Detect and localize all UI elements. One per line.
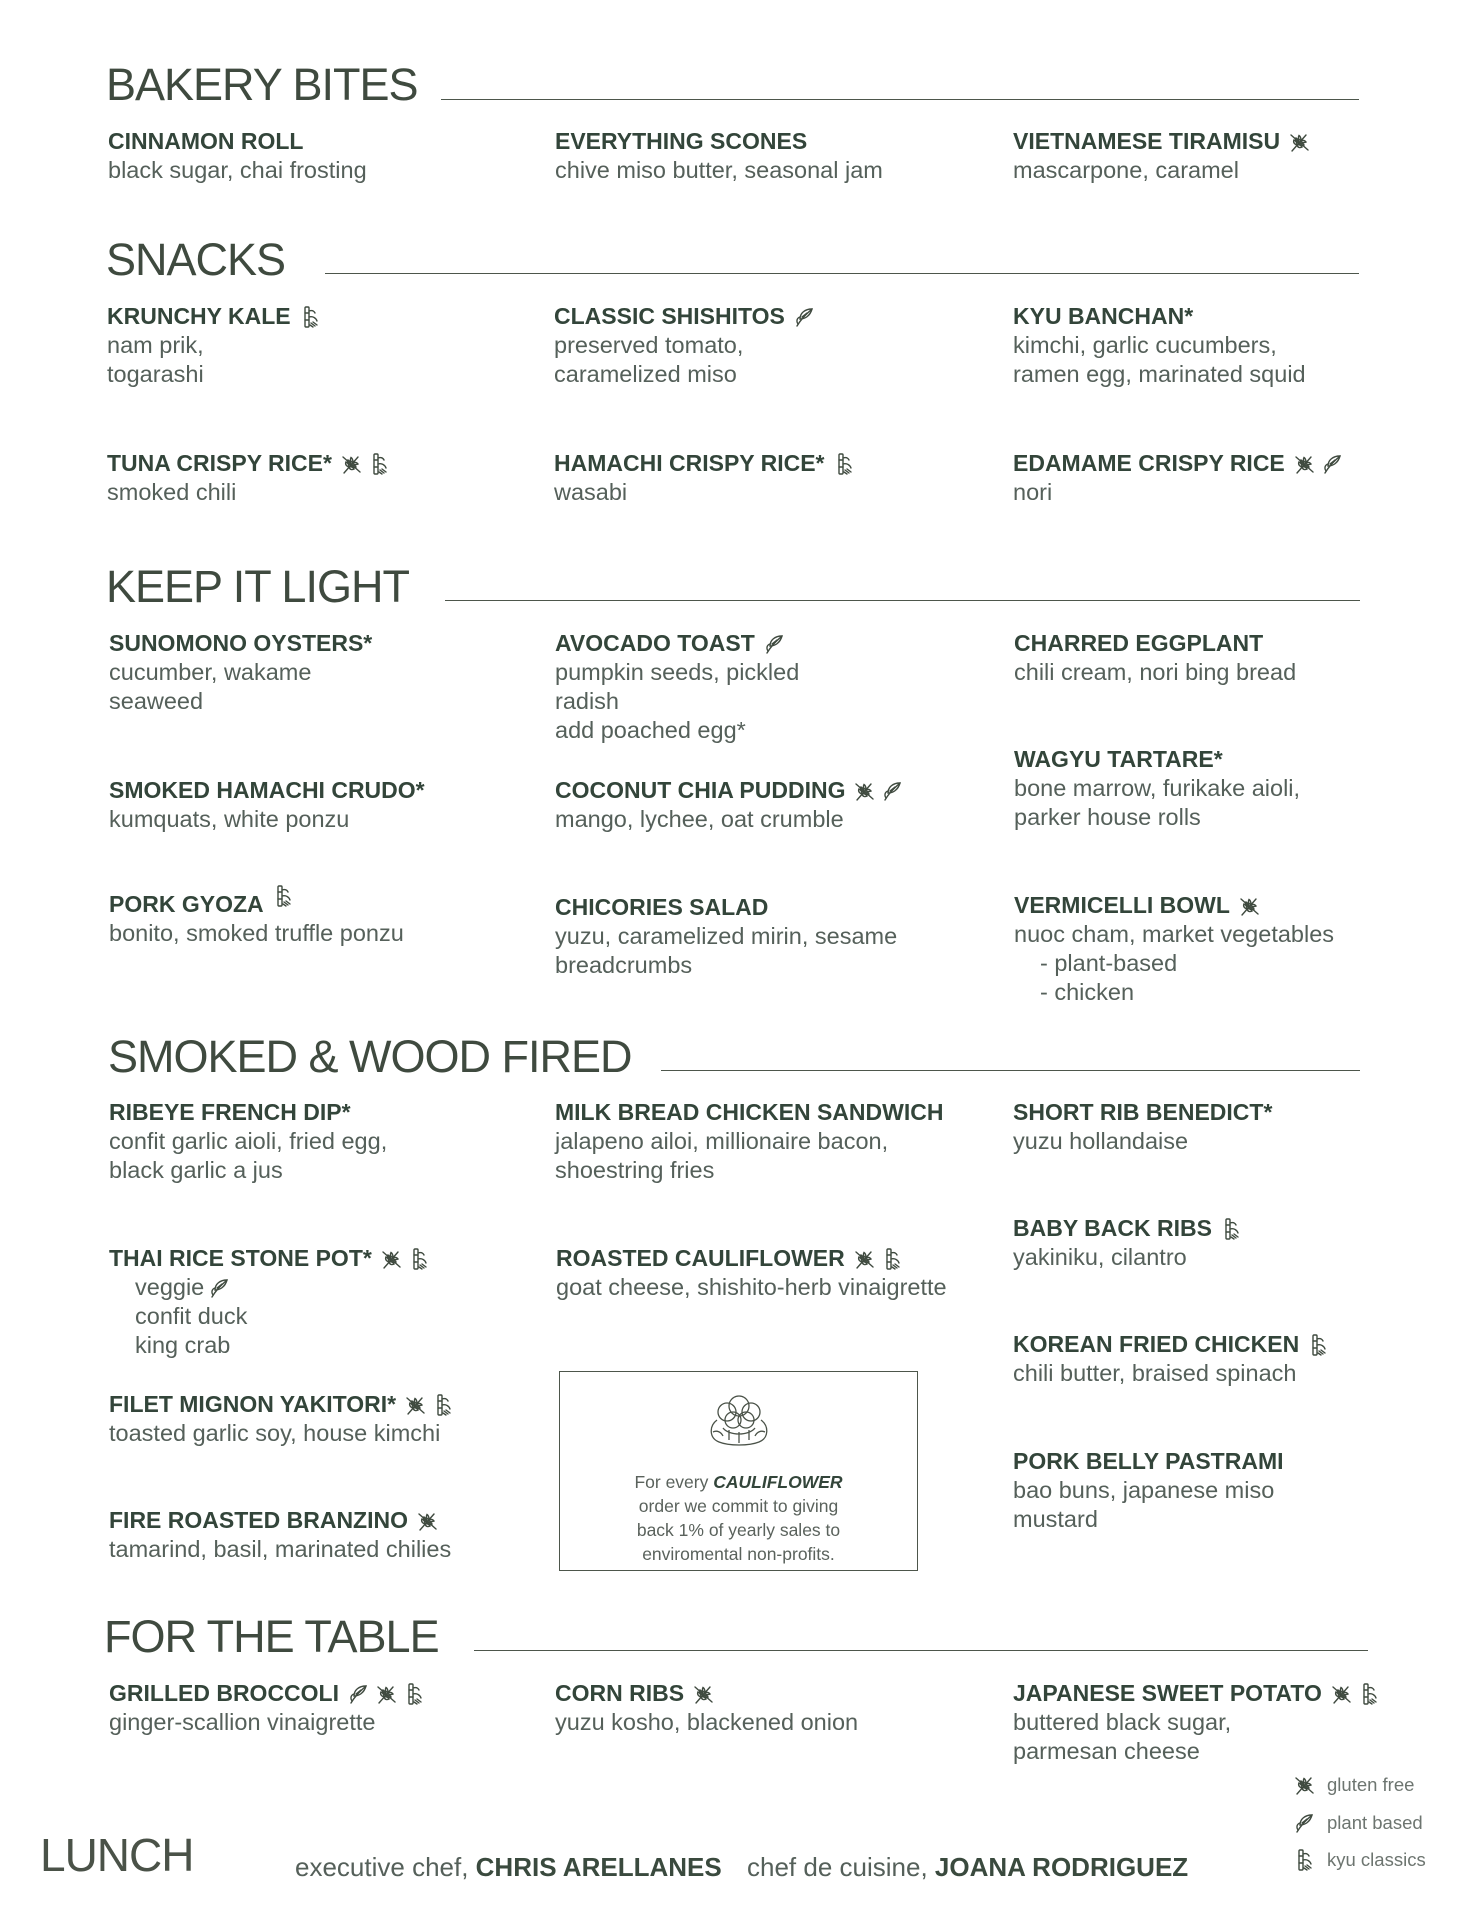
- item-desc: yakiniku, cilantro: [1013, 1244, 1187, 1270]
- chef-de-cuisine: chef de cuisine, JOANA RODRIGUEZ: [747, 1852, 1189, 1882]
- section-rule: [445, 600, 1360, 601]
- cauliflower-icon: [698, 1386, 780, 1450]
- menu-item: [109, 1390, 529, 1448]
- item-name: ROASTED CAULIFLOWER: [556, 1245, 845, 1271]
- item-desc: bone marrow, furikake aioli, parker house rolls: [1014, 775, 1301, 830]
- item-desc: wasabi: [554, 479, 628, 505]
- item-name: KOREAN FRIED CHICKEN: [1013, 1331, 1300, 1357]
- item-name: CLASSIC SHISHITOS: [554, 303, 785, 329]
- item-name: COCONUT CHIA PUDDING: [555, 777, 846, 803]
- kyu-classic-icon: [1293, 1848, 1317, 1872]
- plant-based-icon: [1321, 452, 1345, 476]
- item-name: PORK BELLY PASTRAMI: [1013, 1448, 1284, 1474]
- kyu-classic-icon: [1358, 1682, 1382, 1706]
- item-desc: goat cheese, shishito-herb vinaigrette: [556, 1274, 947, 1300]
- plant-based-icon: [793, 305, 817, 329]
- item-desc: chive miso butter, seasonal jam: [555, 157, 883, 183]
- kyu-classic-icon: [432, 1393, 456, 1417]
- item-name: RIBEYE FRENCH DIP*: [109, 1099, 351, 1125]
- executive-chef: executive chef, CHRIS ARELLANES: [295, 1852, 722, 1882]
- item-name: EVERYTHING SCONES: [555, 128, 808, 154]
- menu-item: [1013, 1447, 1433, 1534]
- plant-based-icon: [347, 1682, 371, 1706]
- gluten-free-icon: [375, 1682, 399, 1706]
- item-desc: black sugar, chai frosting: [108, 157, 367, 183]
- menu-item: [554, 449, 974, 507]
- item-option: - plant-based: [1040, 950, 1178, 976]
- menu-item: [1013, 1330, 1433, 1388]
- kyu-classic-icon: [299, 305, 323, 329]
- kyu-classic-icon: [1220, 1217, 1244, 1241]
- item-desc: tamarind, basil, marinated chilies: [109, 1536, 452, 1562]
- kyu-classic-icon: [881, 1247, 905, 1271]
- menu-item: [109, 1679, 529, 1737]
- menu-item: [1014, 629, 1434, 687]
- plant-based-icon: [881, 779, 905, 803]
- item-desc: kimchi, garlic cucumbers, ramen egg, marinated squid: [1013, 332, 1306, 387]
- gluten-free-icon: [1293, 1773, 1317, 1797]
- menu-item: [1013, 127, 1433, 185]
- promo-text: For every CAULIFLOWER order we commit to giving back 1% of yearly sales to enviromental non-profits.: [634, 1472, 843, 1564]
- menu-item: [1013, 449, 1433, 507]
- legend-kyu-classics: kyu classics: [1293, 1848, 1426, 1872]
- menu-item: [109, 629, 529, 716]
- gluten-free-icon: [340, 452, 364, 476]
- item-desc: mango, lychee, oat crumble: [555, 806, 844, 832]
- plant-based-icon: [763, 632, 787, 656]
- item-name: EDAMAME CRISPY RICE: [1013, 450, 1285, 476]
- menu-item: [554, 302, 974, 389]
- section-title-table: FOR THE TABLE: [104, 1611, 439, 1662]
- item-name: KRUNCHY KALE: [107, 303, 291, 329]
- item-desc: buttered black sugar, parmesan cheese: [1013, 1709, 1232, 1764]
- gluten-free-icon: [1330, 1682, 1354, 1706]
- menu-item: [556, 1244, 976, 1302]
- gluten-free-icon: [416, 1509, 440, 1533]
- gluten-free-icon: [380, 1247, 404, 1271]
- item-name: TUNA CRISPY RICE*: [107, 450, 332, 476]
- gluten-free-icon: [853, 779, 877, 803]
- menu-item: [1013, 1098, 1433, 1156]
- section-title-smoked: SMOKED & WOOD FIRED: [108, 1031, 632, 1082]
- item-name: MILK BREAD CHICKEN SANDWICH: [555, 1099, 944, 1125]
- item-name: SHORT RIB BENEDICT*: [1013, 1099, 1273, 1125]
- menu-item: [107, 302, 527, 389]
- menu-item: [107, 449, 527, 507]
- plant-based-icon: [208, 1276, 232, 1300]
- item-name: VIETNAMESE TIRAMISU: [1013, 128, 1281, 154]
- item-name: CHARRED EGGPLANT: [1014, 630, 1264, 656]
- item-option: king crab: [135, 1332, 231, 1358]
- section-title-bakery: BAKERY BITES: [106, 59, 418, 110]
- item-desc: yuzu hollandaise: [1013, 1128, 1189, 1154]
- item-desc: nori: [1013, 479, 1053, 505]
- item-name: THAI RICE STONE POT*: [109, 1245, 372, 1271]
- menu-item: [555, 127, 975, 185]
- item-name: GRILLED BROCCOLI: [109, 1680, 339, 1706]
- item-desc: smoked chili: [107, 479, 237, 505]
- item-desc: yuzu, caramelized mirin, sesame breadcrumbs: [555, 923, 898, 978]
- menu-item: [555, 893, 975, 980]
- item-name: VERMICELLI BOWL: [1014, 892, 1230, 918]
- section-title-snacks: SNACKS: [106, 234, 286, 285]
- menu-item: [555, 776, 975, 834]
- menu-item: [1013, 1214, 1433, 1272]
- menu-item: [108, 127, 528, 185]
- item-name: CORN RIBS: [555, 1680, 685, 1706]
- item-name: SMOKED HAMACHI CRUDO*: [109, 777, 425, 803]
- kyu-classic-icon: [833, 452, 857, 476]
- item-name: JAPANESE SWEET POTATO: [1013, 1680, 1322, 1706]
- menu-item: [109, 1098, 529, 1185]
- section-rule: [325, 273, 1359, 274]
- menu-item: [1013, 1679, 1433, 1766]
- section-title-light: KEEP IT LIGHT: [106, 561, 409, 612]
- item-desc: chili butter, braised spinach: [1013, 1360, 1297, 1386]
- item-desc: preserved tomato, caramelized miso: [554, 332, 744, 387]
- item-desc: jalapeno ailoi, millionaire bacon, shoestring fries: [555, 1128, 889, 1183]
- kyu-classic-icon: [1307, 1333, 1331, 1357]
- item-name: KYU BANCHAN*: [1013, 303, 1194, 329]
- gluten-free-icon: [853, 1247, 877, 1271]
- menu-item: [555, 1098, 975, 1185]
- item-name: CINNAMON ROLL: [108, 128, 304, 154]
- item-name: PORK GYOZA: [109, 891, 264, 917]
- item-desc: yuzu kosho, blackened onion: [555, 1709, 859, 1735]
- gluten-free-icon: [692, 1682, 716, 1706]
- menu-item: [555, 1679, 975, 1737]
- menu-item: [109, 1506, 529, 1564]
- menu-item: [1014, 745, 1434, 832]
- item-desc: nuoc cham, market vegetables: [1014, 921, 1335, 947]
- item-name: WAGYU TARTARE*: [1014, 746, 1223, 772]
- gluten-free-icon: [1288, 130, 1312, 154]
- promo-highlight: CAULIFLOWER: [713, 1472, 843, 1492]
- item-option: - chicken: [1040, 979, 1135, 1005]
- kyu-classic-icon: [272, 884, 296, 908]
- kyu-classic-icon: [403, 1682, 427, 1706]
- gluten-free-icon: [1238, 894, 1262, 918]
- item-desc: chili cream, nori bing bread: [1014, 659, 1297, 685]
- menu-item: [109, 1244, 529, 1360]
- item-option: veggie: [109, 1273, 529, 1302]
- legend-plant-based: plant based: [1293, 1811, 1423, 1835]
- item-name: FIRE ROASTED BRANZINO: [109, 1507, 408, 1533]
- item-name: SUNOMONO OYSTERS*: [109, 630, 373, 656]
- item-desc: cucumber, wakame seaweed: [109, 659, 312, 714]
- menu-item: [109, 890, 529, 948]
- gluten-free-icon: [404, 1393, 428, 1417]
- section-rule: [441, 99, 1359, 100]
- menu-name: LUNCH: [40, 1829, 194, 1881]
- item-desc: ginger-scallion vinaigrette: [109, 1709, 376, 1735]
- section-rule: [661, 1070, 1360, 1071]
- kyu-classic-icon: [408, 1247, 432, 1271]
- item-desc: confit garlic aioli, fried egg, black garlic a jus: [109, 1128, 388, 1183]
- gluten-free-icon: [1293, 452, 1317, 476]
- item-name: CHICORIES SALAD: [555, 894, 769, 920]
- item-desc: mascarpone, caramel: [1013, 157, 1239, 183]
- cauliflower-promo-box: [559, 1371, 918, 1571]
- item-desc: kumquats, white ponzu: [109, 806, 350, 832]
- menu-item: [555, 629, 975, 745]
- item-name: HAMACHI CRISPY RICE*: [554, 450, 825, 476]
- item-desc: nam prik, togarashi: [107, 332, 204, 387]
- kyu-classic-icon: [368, 452, 392, 476]
- menu-item: [109, 776, 529, 834]
- item-name: AVOCADO TOAST: [555, 630, 755, 656]
- item-desc: bonito, smoked truffle ponzu: [109, 920, 404, 946]
- menu-item: [1013, 302, 1433, 389]
- plant-based-icon: [1293, 1811, 1317, 1835]
- item-desc: bao buns, japanese miso mustard: [1013, 1477, 1275, 1532]
- menu-item: [1014, 891, 1434, 1007]
- item-desc: pumpkin seeds, pickled radish add poached egg*: [555, 659, 800, 743]
- section-rule: [474, 1650, 1368, 1651]
- item-name: BABY BACK RIBS: [1013, 1215, 1212, 1241]
- item-name: FILET MIGNON YAKITORI*: [109, 1391, 397, 1417]
- legend-gluten-free: gluten free: [1293, 1773, 1414, 1797]
- item-option: confit duck: [135, 1303, 248, 1329]
- item-desc: toasted garlic soy, house kimchi: [109, 1420, 441, 1446]
